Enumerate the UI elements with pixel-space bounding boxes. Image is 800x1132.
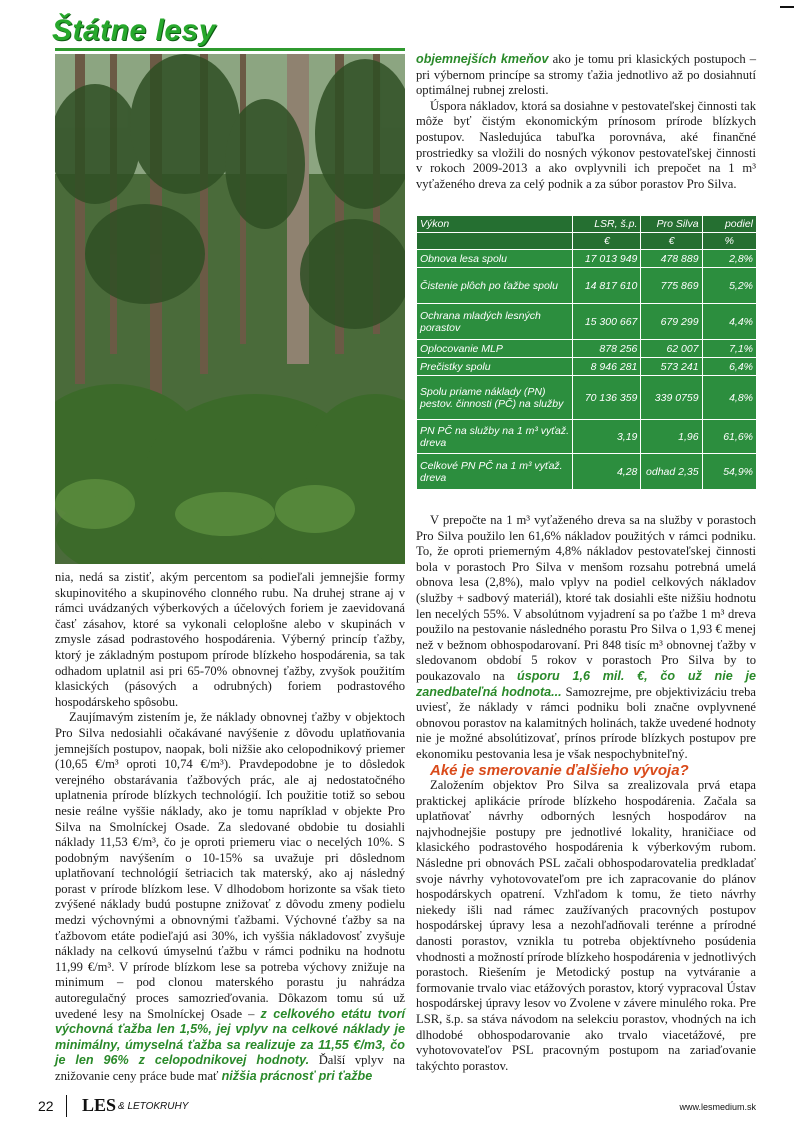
paragraph-text: V prepočte na 1 m³ vyťaženého dreva sa na služby v porastoch Pro Silva použilo len 61,6% nákladov použitých v rámci podniku. To, že oproti priemerným 4,8% nákladov pestovateľskej činnosti bola v porastoch Pro Silva v menšom rozsahu potrebná umelá obnova lesa (2,8%), malo vplyv na podiel celkových nákladov (služby + sadbový materiál), ktoré tak dosiahli ešte nižšiu hodnotu len necelých 55%. V absolútnom vyjadrení sa po ťažbe 1 m³ dreva použilo na pestovanie následného porastu Pro Silva o 1,93 € menej než v bežnom obhospodarovaní. Pri 848 tisíc m³ obnovnej ťažby v sledovanom období 5 rokov v porastoch Pro Silva by to poukazovalo na: [416, 513, 756, 683]
paragraph-text: Zaujímavým zistením je, že náklady obnovnej ťažby v objektoch Pro Silva nedosiahli očakávané navýšenie z dôvodu uplatňovania jemnejších postupov, naopak, boli nižšie ako celopodnikový priemer (10,65 €/m³ oproti 10,74 €/m³). Pravdepodobne je to dôsledok verejného obstarávania ťažbových prác, ale aj nedostatočného uplatnenia prírode blízkych technológií. Ich použitie totiž so sebou nesie reálne vyššie náklady, ako je tomu napríklad v objekte Pro Silva na Smolníckej Osade. Za sledované obdobie tu dosiahli náklady 11,53 €/m³, čo je oproti priemeru viac o necelých 10%. S podobným navýšením o 10-15% sa uvažuje pri dôslednom uplatňovaní technológií šetriacich tak materský, ako aj následný porast v prírode blízkom lese. V dlhodobom horizonte sa však tieto zvýšené náklady budú postupne znižovať z dôvodu zmeny podielu medzi výchovnými a obnovnými ťažbami. Výchovné ťažby sa na ťažbovom etáte podieľajú asi 30%, ich vyššia nákladovosť zvyšuje náklady na celkovú úmyselnú ťažbu v rámci podniku na hodnotu 11,99 €/m³. V prírode blízkom lese sa potreba výchovy znižuje na minimum – pod clonou materského porastu ju nahrádza autoregulačný proces samozrieďovania. Dôkazom tomu sú už uvedené lesy na Smolníckej Osade –: [55, 710, 405, 1021]
table-row: [417, 268, 757, 304]
table-cell: 878 256: [573, 340, 641, 358]
paragraph-text: Samozrejme, pre objektivizáciu treba uviesť, že náklady v rámci podniku boli značne ovplyvnené obnovou porastov na kalamitných holinách, takže uvedené hodnoty nie je možné absolútizovať, prínos prírode blízkych postupov pre ekonomiku pestovania lesa je však nespochybniteľný.: [416, 684, 756, 761]
table-header-cell: podiel: [702, 216, 756, 233]
table-row: [417, 358, 757, 376]
table-cell-label: Ochrana mladých lesných porastov: [417, 304, 573, 340]
paragraph: Úspora nákladov, ktorá sa dosiahne v pestovateľskej činnosti tak môže byť čistým ekonomickým prínosom prírode blízkych postupov. Nasledujúca tabuľka porovnáva, aké finančné prostriedky sa vložili do nosných výkonov pestovateľskej činnosti v rokoch 2009-2013 a ako ovplyvnili ich prepočet na 1 m³ vyťaženého dreva za celý podnik a za súbor porastov Pro Silva.: [416, 98, 756, 191]
table-row: [417, 376, 757, 420]
table-cell: 62 007: [641, 340, 702, 358]
right-column-bottom: [416, 513, 756, 1074]
page-number: 22: [38, 1098, 54, 1114]
emphasis-text: objemnejších kmeňov: [416, 52, 549, 66]
table-header-cell: LSR, š.p.: [573, 216, 641, 233]
table-cell: 573 241: [641, 358, 702, 376]
table-cell: 2,8%: [702, 250, 756, 268]
corner-mark: [780, 6, 794, 8]
table-cell: 7,1%: [702, 340, 756, 358]
table-cell: 4,8%: [702, 376, 756, 420]
table-cell: odhad 2,35: [641, 454, 702, 490]
footer-divider: [66, 1095, 67, 1117]
table-header-cell: Pro Silva: [641, 216, 702, 233]
table-cell: 4,28: [573, 454, 641, 490]
table-units-row: [417, 233, 757, 250]
table-unit-cell: %: [702, 233, 756, 250]
table-cell: 5,2%: [702, 268, 756, 304]
table-header-cell: Výkon: [417, 216, 573, 233]
paragraph: [55, 710, 405, 1084]
paragraph: [416, 513, 756, 763]
table-cell: 1,96: [641, 420, 702, 454]
table-cell-label: Celkové PN PČ na 1 m³ vyťaž. dreva: [417, 454, 573, 490]
right-column-top: [416, 52, 756, 192]
table-cell: 15 300 667: [573, 304, 641, 340]
cost-table: [416, 215, 757, 490]
paragraph: [416, 52, 756, 99]
table-cell: 6,4%: [702, 358, 756, 376]
table-cell: 4,4%: [702, 304, 756, 340]
table-cell: 8 946 281: [573, 358, 641, 376]
table-cell: 70 136 359: [573, 376, 641, 420]
table-header-row: [417, 216, 757, 233]
section-heading: Aké je smerovanie ďalšieho vývoja?: [430, 761, 689, 779]
table-row: [417, 304, 757, 340]
forest-illustration: [55, 54, 405, 564]
table-unit-cell: €: [573, 233, 641, 250]
table-cell: 61,6%: [702, 420, 756, 454]
emphasis-text: z celkového etátu tvorí výchovná ťažba len 1,5%, jej vplyv na celkové náklady je minimálny, úmyselná ťažba sa realizuje za 11,55 €/m3, čo je len 96% z celopodnikovej hodnoty.: [55, 1006, 405, 1068]
table-cell: 679 299: [641, 304, 702, 340]
table-cell-label: PN PČ na služby na 1 m³ vyťaž. dreva: [417, 420, 573, 454]
emphasis-text: nižšia prácnosť pri ťažbe: [221, 1069, 373, 1083]
magazine-logo-subtitle: & LETOKRUHY: [118, 1101, 189, 1112]
table-cell: 3,19: [573, 420, 641, 454]
table-cell: 339 0759: [641, 376, 702, 420]
emphasis-text: úsporu 1,6 mil. €, čo už nie je zanedbateľná hodnota...: [416, 668, 756, 699]
title-rule: [55, 48, 405, 51]
paragraph: nia, nedá sa zistiť, akým percentom sa podieľali jemnejšie formy skupinovitého a skupinového clonného rubu. Na druhej strane aj v rámci uvádzaných výberkových a účelových foriem je zaevidovaná časť zásahov, ktoré sa vykonali celoplošne alebo v skupinách v zmysle zásad podrastového hospodárenia. Výberný princíp ťažby, ktorý je základným postupom prírode blízkeho hospodárenia, sa tak odhadom uplatnil asi pri 65-70% obnovnej ťažby, zvyšok použitím klasických (pásových a odrubných) foriem podrastového hospodárskeho spôsobu.: [55, 570, 405, 709]
magazine-logo: LES: [82, 1095, 117, 1115]
table-cell-label: Obnova lesa spolu: [417, 250, 573, 268]
table-cell-label: Čistenie plôch po ťažbe spolu: [417, 268, 573, 304]
table-unit-cell: €: [641, 233, 702, 250]
paragraph-text: Ďalší vplyv na znižovanie ceny práce bude mať: [55, 1053, 405, 1083]
paragraph: Založením objektov Pro Silva sa zrealizovala prvá etapa praktickej aplikácie prírode blízkeho hospodárenia. Začala sa uplatňovať návrhy odborných lesných hospodárov na najvhodnejšie postupy pre jednotlivé lokality, hraničiace od klasického podrastového hospodárenia k výberkovým rubom. Následne pri obnovách PSL začali obhospodarovatelia predkladať svoje návrhy vyhotovovateľom pre ich zapracovanie do plánov hospodárskych opatrení. Vzhľadom k tomu, že tieto návrhy niekedy išli nad rámec zaužívaných pracovných postupov hospodárskej úpravy lesa a nezohľadňovali terénne a prírodné danosti porastov, vznikla tu potreba objektívneho posúdenia vhodnosti a možností prírode blízkeho hospodárenia v jednotlivých porastoch. Riešením je Metodický postup na vytváranie a formovanie trvalo viac etážových porastov, ktorý vypracoval Ústav hospodárskej úpravy lesov vo Zvolene v závere minulého roka. Pre LSR, š.p. sa stáva návodom na selekciu porastov, vhodných na ich dlhodobé obhospodarovanie ako trvalo viacetážové, pre vyhotovovateľov PSL pracovným postupom na zariaďovanie takýchto porastov.: [416, 778, 756, 1073]
table-row: [417, 420, 757, 454]
table-cell-label: Oplocovanie MLP: [417, 340, 573, 358]
paragraph-text: ako je tomu pri klasických postupoch – pri výbernom princípe sa stromy ťažia jednotlivo až po dosiahnutí optimálnej rubnej zrelosti.: [416, 52, 756, 98]
table-cell: 478 889: [641, 250, 702, 268]
page-footer: [0, 1090, 800, 1130]
table-row: [417, 454, 757, 490]
section-title: Štátne lesy: [52, 14, 216, 47]
table-cell: 17 013 949: [573, 250, 641, 268]
website-url: www.lesmedium.sk: [679, 1102, 756, 1112]
table-row: [417, 340, 757, 358]
table-cell-label: Spolu priame náklady (PN) pestov. činnosti (PČ) na služby: [417, 376, 573, 420]
table-unit-cell: [417, 233, 573, 250]
table-row: [417, 250, 757, 268]
table-cell: 54,9%: [702, 454, 756, 490]
forest-photo: [55, 54, 405, 564]
table-cell: 14 817 610: [573, 268, 641, 304]
left-column-text: [55, 570, 405, 1085]
table-cell-label: Prečistky spolu: [417, 358, 573, 376]
table-cell: 775 869: [641, 268, 702, 304]
